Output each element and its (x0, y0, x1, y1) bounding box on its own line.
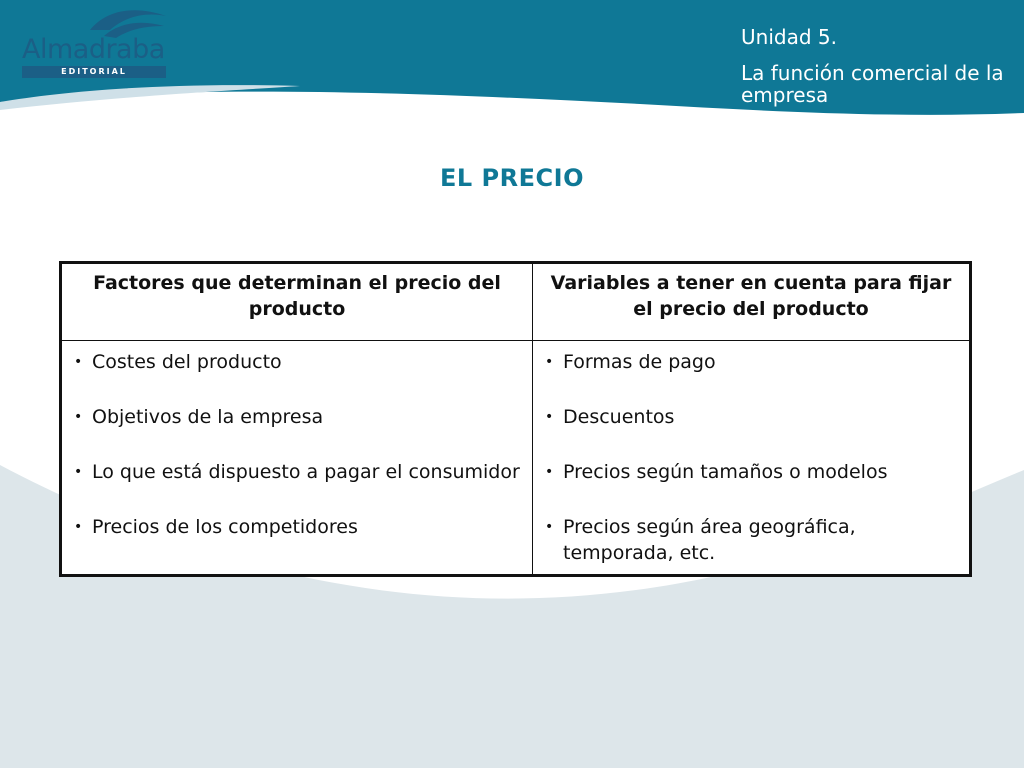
list-item: • Precios según tamaños o modelos (543, 459, 959, 485)
table-row (61, 341, 971, 576)
variables-cell (533, 341, 971, 576)
list-item: • Descuentos (543, 404, 959, 430)
list-item: • Lo que está dispuesto a pagar el consumidor (72, 459, 522, 485)
list-item: • Precios de los competidores (72, 514, 522, 540)
column-header-factors: Factores que determinan el precio del producto (61, 263, 533, 341)
unit-subtitle: La función comercial de la empresa (741, 61, 1004, 107)
table-header-row (61, 263, 971, 341)
list-item: • Precios según área geográfica, temporada, etc. (543, 514, 959, 566)
column-header-variables: Variables a tener en cuenta para fijar el precio del producto (533, 263, 971, 341)
publisher-logo (18, 8, 168, 80)
factors-list (72, 349, 522, 540)
list-item: • Objetivos de la empresa (72, 404, 522, 430)
page-title: EL PRECIO (440, 164, 584, 192)
logo-tagline: EDITORIAL (22, 66, 166, 78)
list-item: • Costes del producto (72, 349, 522, 375)
price-factors-table (59, 261, 972, 577)
unit-label: Unidad 5. (741, 25, 837, 49)
logo-name: Almadraba (22, 34, 165, 65)
factors-cell (61, 341, 533, 576)
list-item: • Formas de pago (543, 349, 959, 375)
variables-list (543, 349, 959, 566)
